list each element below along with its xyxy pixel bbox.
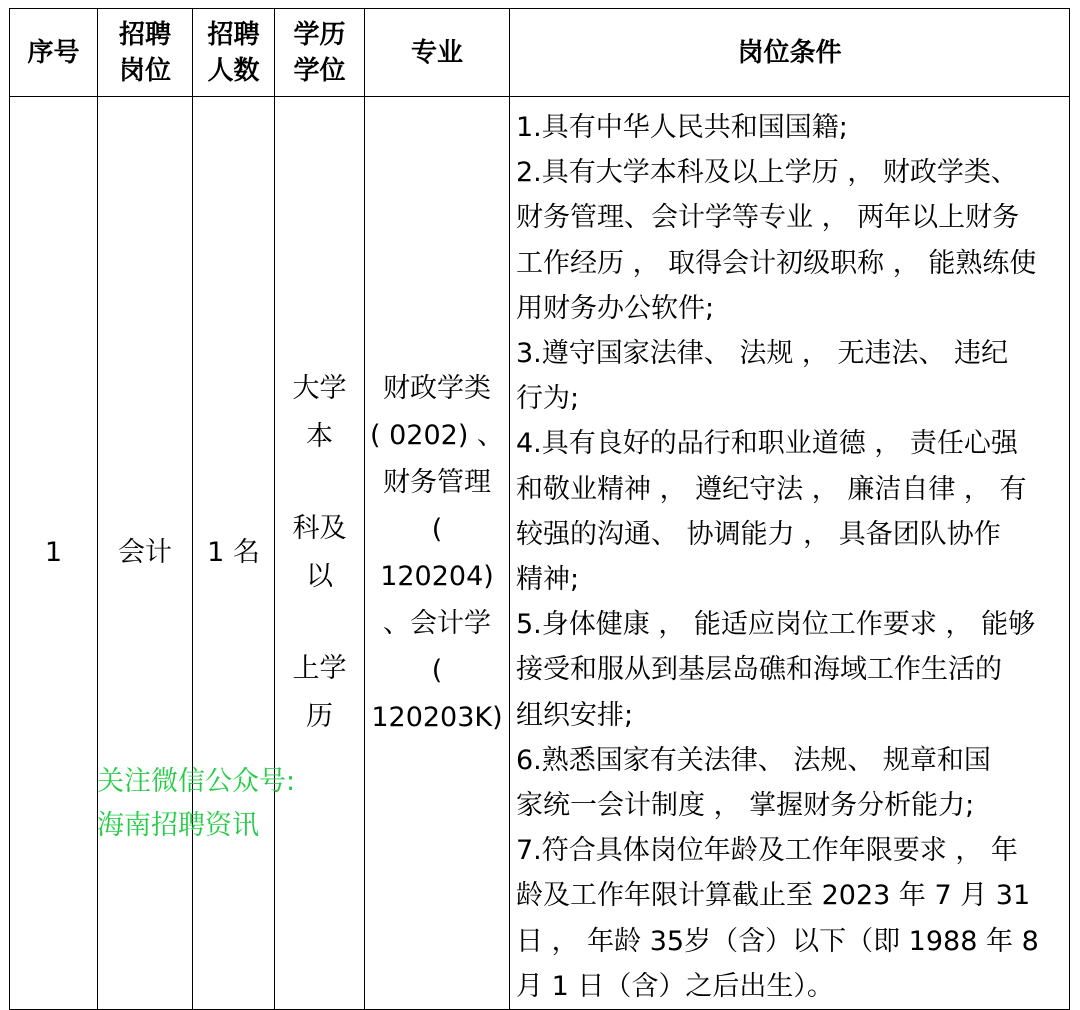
- header-label: 招聘: [207, 19, 260, 50]
- major-line: 财政学类: [383, 373, 491, 405]
- header-major: [365, 9, 510, 97]
- cell-index: 1: [10, 97, 98, 1010]
- header-position: [98, 9, 193, 97]
- major-line: 财务管理: [383, 467, 491, 499]
- condition-line: 3.遵守国家法律、 法规 ， 无违法、 违纪: [516, 338, 1009, 370]
- condition-line: 工作经历 ， 取得会计初级职称 ， 能熟练使: [516, 247, 1037, 279]
- condition-line: 和敬业精神 ， 遵纪守法 ， 廉洁自律 ， 有: [516, 473, 1027, 505]
- header-index: [10, 9, 98, 97]
- cell-major: [365, 97, 510, 1010]
- degree-line: [275, 461, 364, 505]
- header-degree: [275, 9, 365, 97]
- recruitment-table: [9, 8, 1070, 1010]
- watermark-line: 关注微信公众号:: [97, 766, 296, 797]
- condition-line: 接受和服从到基层岛礁和海域工作生活的: [516, 654, 1002, 686]
- condition-line: 2.具有大学本科及以上学历 ， 财政学类、: [516, 157, 1018, 189]
- cell-count: 1 名: [193, 97, 275, 1010]
- condition-line: 用财务办公软件;: [516, 292, 715, 324]
- major-line: 、会计学: [383, 608, 491, 640]
- condition-line: 家统一会计制度 ， 掌握财务分析能力;: [516, 790, 975, 822]
- header-count: [193, 9, 275, 97]
- condition-line: 龄及工作年限计算截止至 2023 年 7 月 31: [516, 880, 1031, 912]
- cell-conditions: [510, 97, 1070, 1010]
- condition-line: 6.熟悉国家有关法律、 法规、 规章和国: [516, 744, 991, 776]
- header-label: 学位: [293, 55, 346, 86]
- degree-line: 大学: [292, 373, 347, 405]
- watermark-text: [97, 760, 295, 848]
- condition-line: 较强的沟通、 协调能力 ， 具备团队协作: [516, 518, 1001, 550]
- condition-line: 4.具有良好的品行和职业道德 ， 责任心强: [516, 428, 1018, 460]
- condition-line: 财务管理、会计学等专业 ， 两年以上财务: [516, 202, 1020, 234]
- degree-line: 本: [306, 421, 333, 453]
- table-header-row: [10, 9, 1070, 97]
- header-label: 人数: [207, 55, 260, 86]
- degree-line: 历: [306, 701, 333, 733]
- major-line: ( 0202) 、: [370, 420, 504, 452]
- condition-line: 日 ， 年龄 35岁（含）以下（即 1988 年 8: [516, 925, 1039, 957]
- major-line: (: [431, 514, 443, 546]
- condition-line: 7.符合具体岗位年龄及工作年限要求 ， 年: [516, 835, 1018, 867]
- header-label: 岗位: [118, 55, 171, 86]
- major-line: 120203K): [371, 702, 503, 734]
- degree-line: 以: [306, 561, 333, 593]
- table-row: [10, 97, 1070, 1010]
- condition-line: 5.身体健康 ， 能适应岗位工作要求 ， 能够: [516, 609, 1036, 641]
- header-conditions: [510, 9, 1070, 97]
- condition-line: 组织安排;: [516, 699, 634, 731]
- cell-position: 会计: [98, 97, 193, 1010]
- header-label: 学历: [293, 19, 346, 50]
- header-label: 招聘: [118, 19, 171, 50]
- degree-line: [275, 601, 364, 645]
- watermark-line: 海南招聘资讯: [97, 810, 259, 841]
- condition-line: 行为;: [516, 383, 580, 415]
- condition-line: 精神;: [516, 564, 580, 596]
- header-label: 序号: [27, 37, 80, 68]
- degree-line: 科及: [292, 513, 347, 545]
- header-label: 岗位条件: [737, 37, 842, 68]
- condition-line: 1.具有中华人民共和国国籍;: [516, 112, 848, 143]
- degree-line: 上学: [292, 653, 347, 685]
- condition-line: 月 1 日（含）之后出生）。: [516, 970, 834, 1002]
- major-line: (: [431, 655, 443, 687]
- major-line: 120204): [380, 561, 494, 593]
- header-label: 专业: [410, 37, 463, 68]
- cell-degree: [275, 97, 365, 1010]
